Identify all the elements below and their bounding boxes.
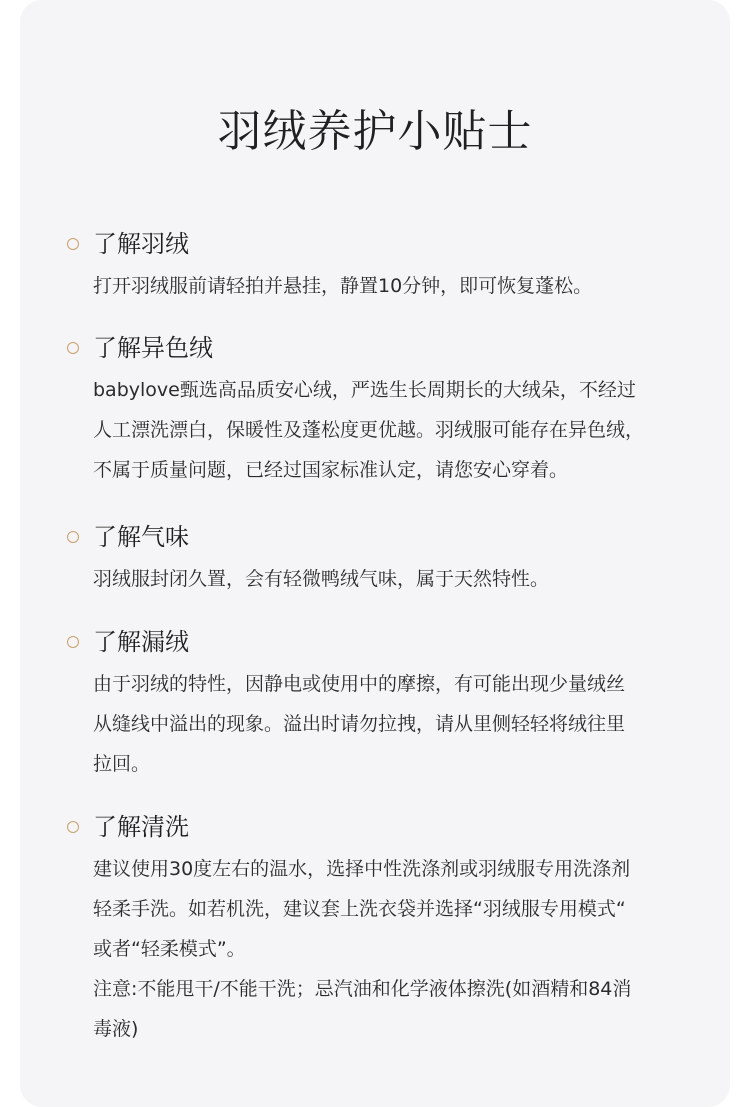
section-body: 羽绒服封闭久置，会有轻微鸭绒气味，属于天然特性。 [93,568,550,590]
section-heading [66,330,696,370]
circle-bullet-icon [67,238,79,250]
section-heading [66,226,696,266]
washing-note: 注意:不能甩干/不能干洗；忌汽油和化学液体擦洗(如酒精和84消 毒液) [93,978,632,1040]
section-heading-text: 了解清洗 [93,813,189,841]
section-heading-text: 了解漏绒 [93,628,189,656]
section-heading-text: 了解异色绒 [93,334,213,362]
section-washing [66,809,696,1049]
page-title: 羽绒养护小贴士 [217,106,533,157]
section-heading [66,809,696,849]
section-down [66,226,696,306]
circle-bullet-icon [67,531,79,543]
section-body: 建议使用30度左右的温水，选择中性洗涤剂或羽绒服专用洗涤剂 轻柔手洗。如若机洗，建议套上洗衣袋并选择“羽绒服专用模式“ 或者“轻柔模式”。 [93,858,631,960]
circle-bullet-icon [67,342,79,354]
section-colored-down [66,330,696,490]
section-odor [66,519,696,599]
section-down-leak [66,624,696,784]
section-heading-text: 了解气味 [93,523,189,551]
section-body: 打开羽绒服前请轻拍并悬挂，静置10分钟，即可恢复蓬松。 [93,275,593,297]
circle-bullet-icon [67,636,79,648]
section-heading [66,519,696,559]
circle-bullet-icon [67,821,79,833]
section-heading-text: 了解羽绒 [93,230,189,258]
section-heading [66,624,696,664]
section-body: 由于羽绒的特性，因静电或使用中的摩擦，有可能出现少量绒丝 从缝线中溢出的现象。溢出时请勿拉拽，请从里侧轻轻将绒往里 拉回。 [93,673,626,775]
section-body: babylove甄选高品质安心绒，严选生长周期长的大绒朵，不经过 人工漂洗漂白，保暖性及蓬松度更优越。羽绒服可能存在异色绒， 不属于质量问题，已经过国家标准认定，请您安心穿着。 [93,379,645,481]
